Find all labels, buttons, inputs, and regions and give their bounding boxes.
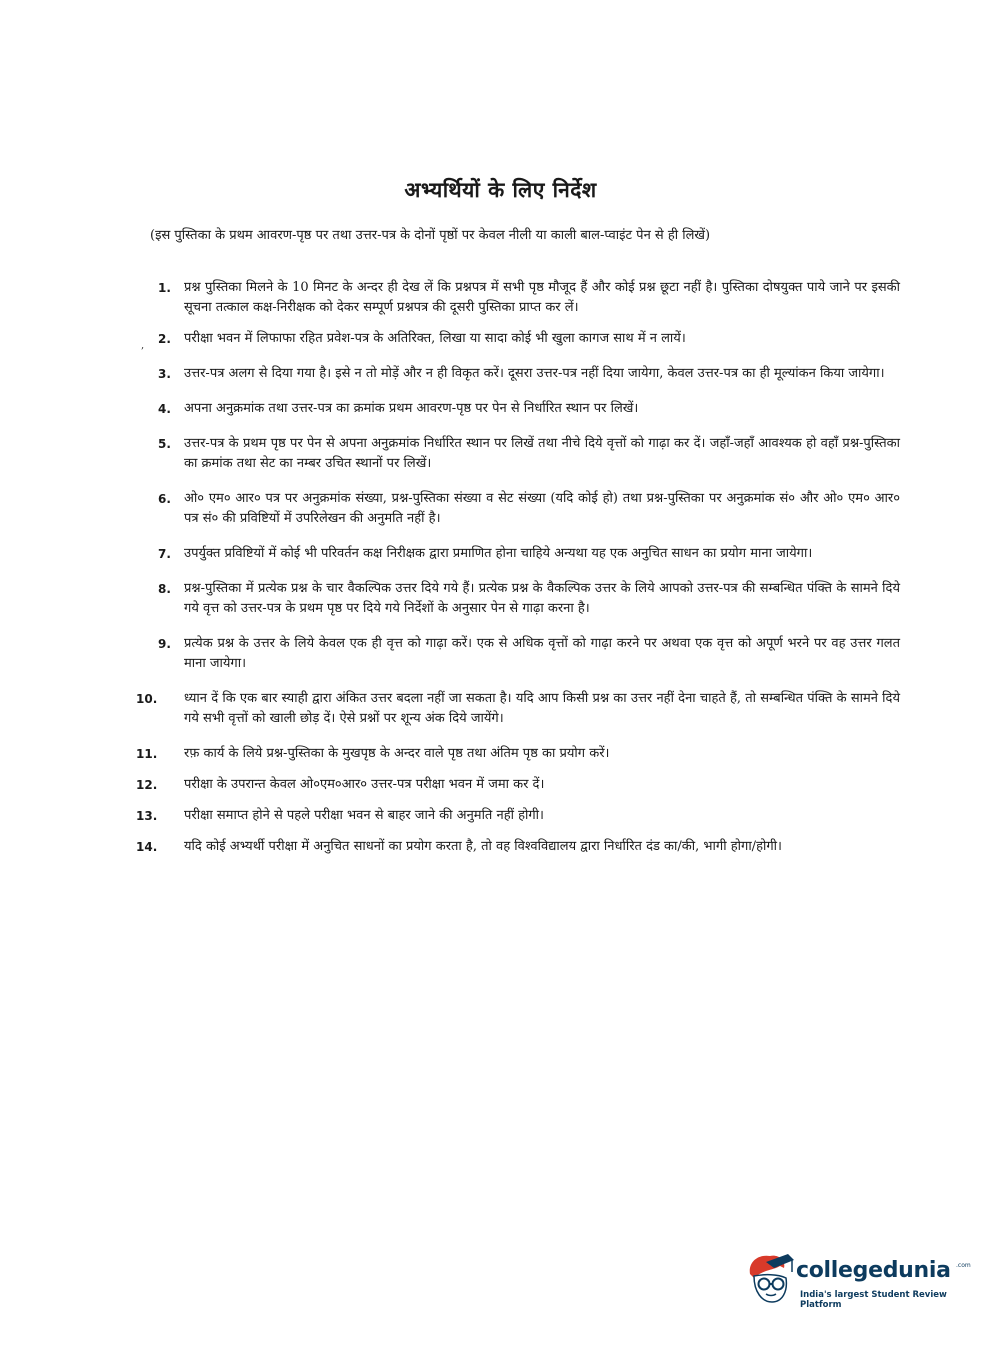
instruction-number: 2. (158, 332, 171, 346)
instruction-text: प्रश्न पुस्तिका मिलने के 10 मिनट के अन्दर ही देख लें कि प्रश्नपत्र में सभी पृष्ठ मौजूद हैं और कोई प्रश्न छूटा नहीं है। पुस्तिका दोषयुक्त पाये जाने पर इसकी सूचना तत्काल कक्ष-निरीक्षक को देकर सम्पूर्ण प्रश्नपत्र की दूसरी पुस्तिका प्राप्त कर लें। (184, 280, 900, 315)
instruction-number: 6. (158, 492, 171, 506)
instruction-text: परीक्षा भवन में लिफाफा रहित प्रवेश-पत्र के अतिरिक्त, लिखा या सादा कोई भी खुला कागज साथ में न लायें। (184, 331, 686, 346)
page-subtitle: (इस पुस्तिका के प्रथम आवरण-पृष्ठ पर तथा उत्तर-पत्र के दोनों पृष्ठों पर केवल नीली या काली बाल-प्वाइंट पेन से ही लिखें) (150, 228, 711, 243)
instruction-text: अपना अनुक्रमांक तथा उत्तर-पत्र का क्रमांक प्रथम आवरण-पृष्ठ पर पेन से निर्धारित स्थान पर लिखें। (184, 401, 639, 416)
instruction-text: रफ़ कार्य के लिये प्रश्न-पुस्तिका के मुखपृष्ठ के अन्दर वाले पृष्ठ तथा अंतिम पृष्ठ का प्रयोग करें। (184, 746, 610, 761)
instruction-text: परीक्षा समाप्त होने से पहले परीक्षा भवन से बाहर जाने की अनुमति नहीं होगी। (184, 808, 544, 823)
instruction-number: 4. (158, 402, 171, 416)
instruction-item (130, 434, 900, 474)
student-mascot-icon (744, 1252, 796, 1308)
instruction-item (130, 634, 900, 674)
instruction-text: यदि कोई अभ्यर्थी परीक्षा में अनुचित साधनों का प्रयोग करता है, तो वह विश्वविद्यालय द्वारा निर्धारित दंड का/की, भागी होगा/होगी। (184, 839, 782, 854)
instruction-text: उत्तर-पत्र अलग से दिया गया है। इसे न तो मोड़ें और न ही विकृत करें। दूसरा उत्तर-पत्र नहीं दिया जायेगा, केवल उत्तर-पत्र का ही मूल्यांकन किया जायेगा। (184, 366, 885, 381)
instruction-item (130, 579, 900, 619)
instruction-item (130, 775, 900, 795)
collegedunia-logo[interactable] (744, 1252, 974, 1312)
instruction-item (130, 278, 900, 318)
instruction-item (130, 837, 900, 857)
instruction-number: 7. (158, 547, 171, 561)
instruction-item (130, 689, 900, 729)
instruction-number: 11. (136, 747, 158, 761)
instruction-number: 8. (158, 582, 171, 596)
instruction-list (130, 278, 900, 872)
logo-domain: .com (956, 1262, 971, 1269)
logo-name: collegedunia (796, 1258, 951, 1283)
instruction-item (130, 806, 900, 826)
instruction-item (130, 489, 900, 529)
instruction-item (130, 399, 900, 419)
instruction-number: 9. (158, 637, 171, 651)
instruction-item (130, 544, 900, 564)
instruction-text: ध्यान दें कि एक बार स्याही द्वारा अंकित उत्तर बदला नहीं जा सकता है। यदि आप किसी प्रश्न का उत्तर नहीं देना चाहते हैं, तो सम्बन्धित पंक्ति के सामने दिये गये सभी वृत्तों को खाली छोड़ दें। ऐसे प्रश्नों पर शून्य अंक दिये जायेंगे। (184, 691, 900, 726)
instruction-text: प्रश्न-पुस्तिका में प्रत्येक प्रश्न के चार वैकल्पिक उत्तर दिये गये हैं। प्रत्येक प्रश्न के वैकल्पिक उत्तर के लिये आपको उत्तर-पत्र की सम्बन्धित पंक्ति के सामने दिये गये वृत्त को उत्तर-पत्र के प्रथम पृष्ठ पर दिये गये निर्देशों के अनुसार पेन से गाढ़ा करना है। (184, 581, 900, 616)
instruction-text: उत्तर-पत्र के प्रथम पृष्ठ पर पेन से अपना अनुक्रमांक निर्धारित स्थान पर लिखें तथा नीचे दिये वृत्तों को गाढ़ा कर दें। जहाँ-जहाँ आवश्यक हो वहाँ प्रश्न-पुस्तिका का क्रमांक तथा सेट का नम्बर उचित स्थानों पर लिखें। (184, 436, 900, 471)
instruction-item (130, 329, 900, 349)
instruction-number: 10. (136, 692, 158, 706)
instruction-number: 5. (158, 437, 171, 451)
instruction-item (130, 744, 900, 764)
instruction-number: 12. (136, 778, 158, 792)
instruction-text: उपर्युक्त प्रविष्टियों में कोई भी परिवर्तन कक्ष निरीक्षक द्वारा प्रमाणित होना चाहिये अन्यथा यह एक अनुचित साधन का प्रयोग माना जायेगा। (184, 546, 813, 561)
logo-tagline: India's largest Student Review Platform (800, 1290, 947, 1310)
page-title: अभ्यर्थियों के लिए निर्देश (404, 177, 597, 202)
instruction-number: 3. (158, 367, 171, 381)
instruction-item (130, 364, 900, 384)
instruction-text: ओ० एम० आर० पत्र पर अनुक्रमांक संख्या, प्रश्न-पुस्तिका संख्या व सेट संख्या (यदि कोई हो) तथा प्रश्न-पुस्तिका पर अनुक्रमांक सं० और ओ० एम० आर० पत्र सं० की प्रविष्टियों में उपरिलेखन की अनुमति नहीं है। (184, 491, 900, 526)
instruction-number: 13. (136, 809, 158, 823)
instruction-text: परीक्षा के उपरान्त केवल ओ०एम०आर० उत्तर-पत्र परीक्षा भवन में जमा कर दें। (184, 777, 545, 792)
margin-mark: , (141, 340, 145, 351)
instruction-number: 1. (158, 281, 171, 295)
instruction-text: प्रत्येक प्रश्न के उत्तर के लिये केवल एक ही वृत्त को गाढ़ा करें। एक से अधिक वृत्तों को गाढ़ा करने पर अथवा एक वृत्त को अपूर्ण भरने पर वह उत्तर गलत माना जायेगा। (184, 636, 900, 671)
instruction-number: 14. (136, 840, 158, 854)
